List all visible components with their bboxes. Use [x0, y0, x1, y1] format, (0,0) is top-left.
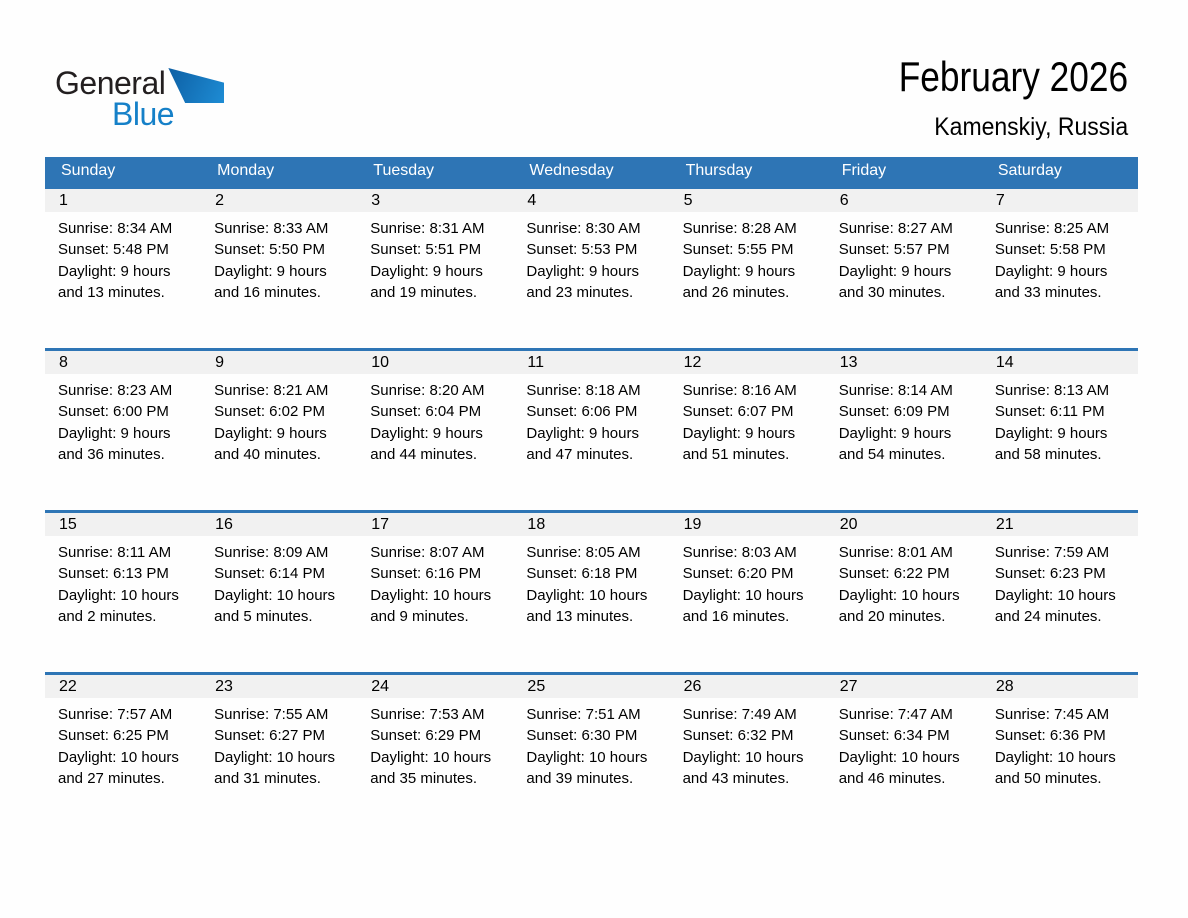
sunrise-text: Sunrise: 8:14 AM [838, 381, 953, 399]
sunrise-text: Sunrise: 7:59 AM [994, 543, 1110, 561]
daylight-text: Daylight: 10 hours [526, 748, 648, 766]
sunrise-text: Sunrise: 7:53 AM [370, 705, 485, 723]
day-cell-body [201, 374, 357, 466]
daylight-text: Daylight: 10 hours [838, 748, 960, 766]
day-number: 17 [357, 513, 513, 536]
sunrise-text: Sunrise: 8:16 AM [682, 381, 797, 399]
sunrise-text: Sunrise: 8:33 AM [214, 219, 329, 237]
sunrise-text: Sunrise: 8:20 AM [370, 381, 485, 399]
week-row [45, 349, 1138, 511]
daylight-text-cont: and 13 minutes. [526, 608, 634, 625]
daylight-text: Daylight: 10 hours [58, 748, 179, 766]
day-number: 18 [513, 513, 669, 536]
day-number: 26 [670, 675, 826, 698]
daylight-text-cont: and 33 minutes. [994, 284, 1102, 301]
day-number: 13 [826, 351, 982, 374]
sunrise-text: Sunrise: 8:13 AM [994, 381, 1110, 399]
sunset-text: Sunset: 5:50 PM [214, 241, 326, 258]
sunrise-text: Sunrise: 8:27 AM [838, 219, 953, 237]
sunrise-text: Sunrise: 8:09 AM [214, 543, 329, 561]
daylight-text-cont: and 19 minutes. [370, 284, 478, 301]
day-number: 16 [201, 513, 357, 536]
day-number: 19 [670, 513, 826, 536]
sunset-text: Sunset: 6:32 PM [682, 727, 794, 744]
day-cell [513, 187, 669, 349]
daylight-text: Daylight: 9 hours [214, 262, 327, 280]
day-cell-body [670, 374, 826, 466]
logo-triangle-icon [168, 68, 224, 103]
week-row [45, 187, 1138, 349]
sunset-text: Sunset: 6:20 PM [682, 565, 794, 582]
day-cell [670, 187, 826, 349]
day-number: 9 [201, 351, 357, 374]
day-cell [826, 511, 982, 673]
sunset-text: Sunset: 5:57 PM [838, 241, 950, 258]
day-cell [201, 511, 357, 673]
daylight-text: Daylight: 10 hours [370, 586, 492, 604]
day-number: 11 [513, 351, 669, 374]
day-number: 28 [982, 675, 1138, 698]
day-cell-body [45, 698, 201, 790]
day-cell-body [45, 212, 201, 304]
sunrise-text: Sunrise: 8:07 AM [370, 543, 485, 561]
day-cell [670, 349, 826, 511]
daylight-text-cont: and 27 minutes. [58, 770, 165, 787]
sunset-text: Sunset: 6:00 PM [58, 403, 169, 420]
sunset-text: Sunset: 5:58 PM [994, 241, 1106, 258]
sunrise-text: Sunrise: 7:45 AM [994, 705, 1110, 723]
day-cell-body [513, 212, 669, 304]
daylight-text-cont: and 20 minutes. [838, 608, 946, 625]
calendar-table [45, 157, 1138, 835]
day-cell [45, 511, 201, 673]
day-number: 27 [826, 675, 982, 698]
day-cell [45, 673, 201, 835]
location-subtitle: Kamenskiy, Russia [934, 113, 1128, 141]
sunset-text: Sunset: 6:14 PM [214, 565, 326, 582]
daylight-text: Daylight: 9 hours [370, 262, 483, 280]
logo-text-blue: Blue [112, 96, 175, 132]
day-number: 2 [201, 189, 357, 212]
daylight-text: Daylight: 9 hours [838, 262, 952, 280]
day-cell-body [513, 536, 669, 628]
day-number: 22 [45, 675, 201, 698]
sunrise-text: Sunrise: 8:21 AM [214, 381, 329, 399]
day-cell-body [201, 212, 357, 304]
daylight-text-cont: and 13 minutes. [58, 284, 165, 301]
sunset-text: Sunset: 6:25 PM [58, 727, 169, 744]
daylight-text: Daylight: 9 hours [526, 262, 639, 280]
daylight-text-cont: and 39 minutes. [526, 770, 634, 787]
daylight-text: Daylight: 10 hours [994, 586, 1116, 604]
sunrise-text: Sunrise: 8:25 AM [994, 219, 1110, 237]
sunset-text: Sunset: 6:13 PM [58, 565, 169, 582]
day-cell [982, 349, 1138, 511]
day-cell [201, 349, 357, 511]
day-cell [201, 673, 357, 835]
day-cell-body [513, 374, 669, 466]
sunset-text: Sunset: 6:04 PM [370, 403, 482, 420]
day-number: 24 [357, 675, 513, 698]
day-cell-body [826, 536, 982, 628]
daylight-text: Daylight: 9 hours [682, 424, 796, 442]
day-cell-body [357, 212, 513, 304]
day-cell-body [670, 212, 826, 304]
day-cell [45, 349, 201, 511]
day-cell-body [45, 374, 201, 466]
daylight-text-cont: and 43 minutes. [682, 770, 790, 787]
sunset-text: Sunset: 6:27 PM [214, 727, 326, 744]
daylight-text-cont: and 24 minutes. [994, 608, 1102, 625]
weekday-header-friday: Friday [826, 157, 982, 187]
day-number: 7 [982, 189, 1138, 212]
daylight-text-cont: and 35 minutes. [370, 770, 478, 787]
day-number: 12 [670, 351, 826, 374]
day-number: 23 [201, 675, 357, 698]
daylight-text: Daylight: 9 hours [58, 424, 171, 442]
sunset-text: Sunset: 5:55 PM [682, 241, 794, 258]
sunrise-text: Sunrise: 7:51 AM [526, 705, 641, 723]
sunset-text: Sunset: 6:02 PM [214, 403, 326, 420]
day-number: 5 [670, 189, 826, 212]
daylight-text: Daylight: 9 hours [994, 424, 1108, 442]
daylight-text: Daylight: 9 hours [214, 424, 327, 442]
sunset-text: Sunset: 6:34 PM [838, 727, 950, 744]
sunset-text: Sunset: 6:06 PM [526, 403, 638, 420]
day-cell [45, 187, 201, 349]
daylight-text: Daylight: 10 hours [58, 586, 179, 604]
day-cell [670, 511, 826, 673]
sunset-text: Sunset: 6:07 PM [682, 403, 794, 420]
day-cell [357, 349, 513, 511]
sunrise-text: Sunrise: 7:57 AM [58, 705, 173, 723]
sunrise-text: Sunrise: 7:55 AM [214, 705, 329, 723]
sunset-text: Sunset: 6:30 PM [526, 727, 638, 744]
day-number: 1 [45, 189, 201, 212]
sunset-text: Sunset: 5:48 PM [58, 241, 169, 258]
daylight-text-cont: and 36 minutes. [58, 446, 165, 463]
weekday-header-thursday: Thursday [670, 157, 826, 187]
day-number: 6 [826, 189, 982, 212]
day-cell-body [826, 698, 982, 790]
day-cell [826, 349, 982, 511]
sunrise-text: Sunrise: 8:11 AM [58, 543, 172, 561]
daylight-text: Daylight: 9 hours [526, 424, 639, 442]
day-cell-body [357, 698, 513, 790]
daylight-text-cont: and 2 minutes. [58, 608, 157, 625]
sunrise-text: Sunrise: 8:31 AM [370, 219, 485, 237]
day-cell-body [982, 536, 1138, 628]
general-blue-logo [55, 65, 224, 132]
day-number: 10 [357, 351, 513, 374]
day-number: 15 [45, 513, 201, 536]
day-number: 25 [513, 675, 669, 698]
weekday-header-monday: Monday [201, 157, 357, 187]
day-cell [201, 187, 357, 349]
sunset-text: Sunset: 6:18 PM [526, 565, 638, 582]
daylight-text-cont: and 23 minutes. [526, 284, 634, 301]
daylight-text-cont: and 50 minutes. [994, 770, 1102, 787]
daylight-text-cont: and 31 minutes. [214, 770, 321, 787]
week-row [45, 511, 1138, 673]
daylight-text: Daylight: 10 hours [526, 586, 648, 604]
daylight-text-cont: and 40 minutes. [214, 446, 321, 463]
weekday-header-tuesday: Tuesday [357, 157, 513, 187]
sunrise-text: Sunrise: 8:18 AM [526, 381, 641, 399]
sunset-text: Sunset: 6:36 PM [994, 727, 1106, 744]
day-cell [826, 673, 982, 835]
day-number: 3 [357, 189, 513, 212]
day-cell-body [982, 212, 1138, 304]
daylight-text-cont: and 47 minutes. [526, 446, 634, 463]
day-cell [982, 673, 1138, 835]
day-cell [513, 511, 669, 673]
daylight-text: Daylight: 10 hours [994, 748, 1116, 766]
sunset-text: Sunset: 6:23 PM [994, 565, 1106, 582]
day-number: 14 [982, 351, 1138, 374]
daylight-text-cont: and 9 minutes. [370, 608, 469, 625]
weekday-header-row [45, 157, 1138, 187]
daylight-text: Daylight: 9 hours [58, 262, 171, 280]
daylight-text: Daylight: 9 hours [838, 424, 952, 442]
day-cell [982, 187, 1138, 349]
day-cell [982, 511, 1138, 673]
week-row [45, 673, 1138, 835]
day-number: 20 [826, 513, 982, 536]
sunset-text: Sunset: 6:11 PM [994, 403, 1105, 420]
day-cell-body [826, 374, 982, 466]
day-cell [826, 187, 982, 349]
daylight-text: Daylight: 10 hours [838, 586, 960, 604]
daylight-text-cont: and 16 minutes. [682, 608, 790, 625]
weekday-header-saturday: Saturday [982, 157, 1138, 187]
daylight-text-cont: and 51 minutes. [682, 446, 790, 463]
title-block [855, 54, 1128, 142]
day-cell [513, 673, 669, 835]
weekday-header-wednesday: Wednesday [513, 157, 669, 187]
day-cell [513, 349, 669, 511]
sunrise-text: Sunrise: 7:49 AM [682, 705, 797, 723]
day-number: 8 [45, 351, 201, 374]
sunset-text: Sunset: 6:22 PM [838, 565, 950, 582]
daylight-text-cont: and 5 minutes. [214, 608, 313, 625]
day-cell-body [670, 698, 826, 790]
day-cell-body [357, 536, 513, 628]
daylight-text: Daylight: 10 hours [370, 748, 492, 766]
day-cell [357, 511, 513, 673]
sunset-text: Sunset: 5:51 PM [370, 241, 482, 258]
daylight-text: Daylight: 10 hours [214, 586, 336, 604]
day-cell-body [357, 374, 513, 466]
sunset-text: Sunset: 6:16 PM [370, 565, 482, 582]
daylight-text: Daylight: 9 hours [994, 262, 1108, 280]
sunset-text: Sunset: 6:29 PM [370, 727, 482, 744]
day-cell-body [201, 536, 357, 628]
day-cell [357, 187, 513, 349]
day-cell-body [45, 536, 201, 628]
sunrise-text: Sunrise: 8:23 AM [58, 381, 173, 399]
day-cell [357, 673, 513, 835]
sunrise-text: Sunrise: 7:47 AM [838, 705, 953, 723]
sunrise-text: Sunrise: 8:03 AM [682, 543, 797, 561]
day-cell [670, 673, 826, 835]
day-number: 4 [513, 189, 669, 212]
daylight-text-cont: and 26 minutes. [682, 284, 790, 301]
daylight-text: Daylight: 10 hours [682, 586, 804, 604]
sunrise-text: Sunrise: 8:28 AM [682, 219, 797, 237]
sunset-text: Sunset: 5:53 PM [526, 241, 638, 258]
day-cell-body [513, 698, 669, 790]
day-cell-body [201, 698, 357, 790]
day-cell-body [982, 698, 1138, 790]
day-cell-body [826, 212, 982, 304]
day-cell-body [670, 536, 826, 628]
daylight-text: Daylight: 10 hours [682, 748, 804, 766]
day-cell-body [982, 374, 1138, 466]
daylight-text-cont: and 58 minutes. [994, 446, 1102, 463]
sunset-text: Sunset: 6:09 PM [838, 403, 950, 420]
sunrise-text: Sunrise: 8:30 AM [526, 219, 641, 237]
sunrise-text: Sunrise: 8:34 AM [58, 219, 173, 237]
weekday-header-sunday: Sunday [45, 157, 201, 187]
daylight-text-cont: and 44 minutes. [370, 446, 478, 463]
daylight-text-cont: and 46 minutes. [838, 770, 946, 787]
sunrise-text: Sunrise: 8:01 AM [838, 543, 953, 561]
daylight-text: Daylight: 9 hours [682, 262, 796, 280]
daylight-text-cont: and 30 minutes. [838, 284, 946, 301]
daylight-text-cont: and 54 minutes. [838, 446, 946, 463]
page-title: February 2026 [898, 53, 1128, 100]
daylight-text-cont: and 16 minutes. [214, 284, 321, 301]
sunrise-text: Sunrise: 8:05 AM [526, 543, 641, 561]
daylight-text: Daylight: 9 hours [370, 424, 483, 442]
daylight-text: Daylight: 10 hours [214, 748, 336, 766]
day-number: 21 [982, 513, 1138, 536]
logo-text-general: General [55, 65, 166, 101]
